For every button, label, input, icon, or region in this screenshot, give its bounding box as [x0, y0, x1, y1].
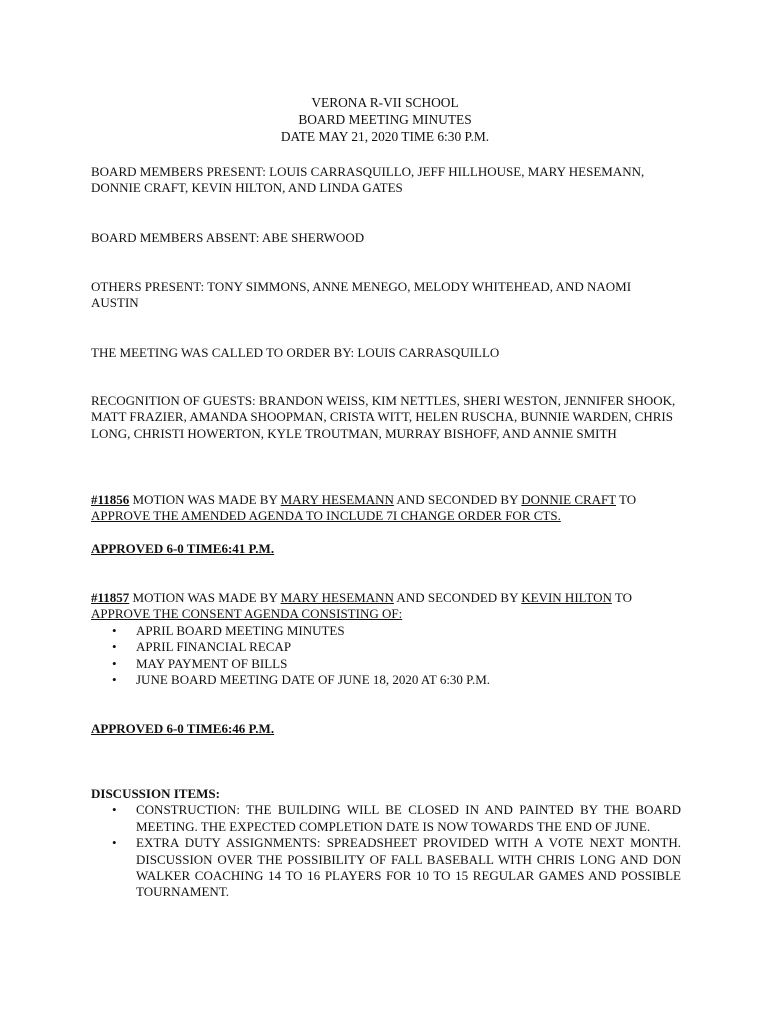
motion-text: MOTION WAS MADE BY: [129, 590, 281, 605]
list-item: • APRIL BOARD MEETING MINUTES: [91, 623, 681, 639]
motion-mover: MARY HESEMANN: [280, 590, 394, 605]
motion-11856: [91, 492, 681, 525]
list-item: • JUNE BOARD MEETING DATE OF JUNE 18, 2020 AT 6:30 P.M.: [91, 672, 681, 688]
motion-number: #11856: [91, 492, 130, 507]
school-name: VERONA R-VII SCHOOL: [311, 95, 459, 110]
motion-mover: MARY HESEMANN: [280, 492, 394, 507]
members-absent: BOARD MEMBERS ABSENT: ABE SHERWOOD: [91, 230, 365, 245]
motion-seconder: KEVIN HILTON: [521, 590, 612, 605]
list-item: • MAY PAYMENT OF BILLS: [91, 656, 681, 672]
motion-number: #11857: [91, 590, 130, 605]
motion-text: TO: [611, 590, 632, 605]
motion-text: TO: [616, 492, 637, 507]
consent-agenda-list: [91, 623, 681, 689]
recognition-of-guests: RECOGNITION OF GUESTS: BRANDON WEISS, KIM NETTLES, SHERI WESTON, JENNIFER SHOOK, MATT FRAZIER, AMANDA SHOOPMAN, CRISTA WITT, HELEN RUSCHA, BUNNIE WARDEN, CHRIS LONG, CHRISTI HOWERTON, KYLE TROUTMAN, MURRAY BISHOFF, AND ANNIE SMITH: [91, 393, 676, 441]
list-item: • CONSTRUCTION: THE BUILDING WILL BE CLOSED IN AND PAINTED BY THE BOARD MEETING. THE EXPECTED COMPLETION DATE IS NOW TOWARDS THE END OF JUNE.: [91, 802, 681, 835]
meeting-date: DATE MAY 21, 2020 TIME 6:30 P.M.: [280, 129, 490, 144]
discussion-list: [91, 802, 681, 900]
motion-text: MOTION WAS MADE BY: [129, 492, 281, 507]
motion-text: AND SECONDED BY: [393, 590, 522, 605]
motion-seconder: DONNIE CRAFT: [521, 492, 616, 507]
document-title: BOARD MEETING MINUTES: [298, 112, 472, 127]
discussion-items: [91, 786, 681, 901]
members-present: BOARD MEMBERS PRESENT: LOUIS CARRASQUILLO, JEFF HILLHOUSE, MARY HESEMANN, DONNIE CRAFT, KEVIN HILTON, AND LINDA GATES: [91, 164, 645, 196]
others-present: OTHERS PRESENT: TONY SIMMONS, ANNE MENEGO, MELODY WHITEHEAD, AND NAOMI AUSTIN: [91, 279, 632, 311]
motion-purpose: APPROVE THE AMENDED AGENDA TO INCLUDE 7I CHANGE ORDER FOR CTS.: [91, 508, 561, 524]
discussion-heading: DISCUSSION ITEMS:: [91, 786, 220, 801]
motion-purpose: APPROVE THE CONSENT AGENDA CONSISTING OF:: [91, 606, 403, 622]
called-to-order: THE MEETING WAS CALLED TO ORDER BY: LOUIS CARRASQUILLO: [91, 345, 500, 360]
document-header: [0, 94, 770, 145]
motion-11856-result: APPROVED 6-0 TIME6:41 P.M.: [91, 541, 275, 556]
motion-text: AND SECONDED BY: [393, 492, 522, 507]
motion-11857: [91, 590, 681, 688]
list-item: • APRIL FINANCIAL RECAP: [91, 639, 681, 655]
motion-11857-result: APPROVED 6-0 TIME6:46 P.M.: [91, 721, 275, 736]
list-item: • EXTRA DUTY ASSIGNMENTS: SPREADSHEET PROVIDED WITH A VOTE NEXT MONTH. DISCUSSION OVER THE POSSIBILITY OF FALL BASEBALL WITH CHRIS LONG AND DON WALKER COACHING 14 TO 16 PLAYERS FOR 10 TO 15 REGULAR GAMES AND POSSIBLE TOURNAMENT.: [91, 835, 681, 901]
